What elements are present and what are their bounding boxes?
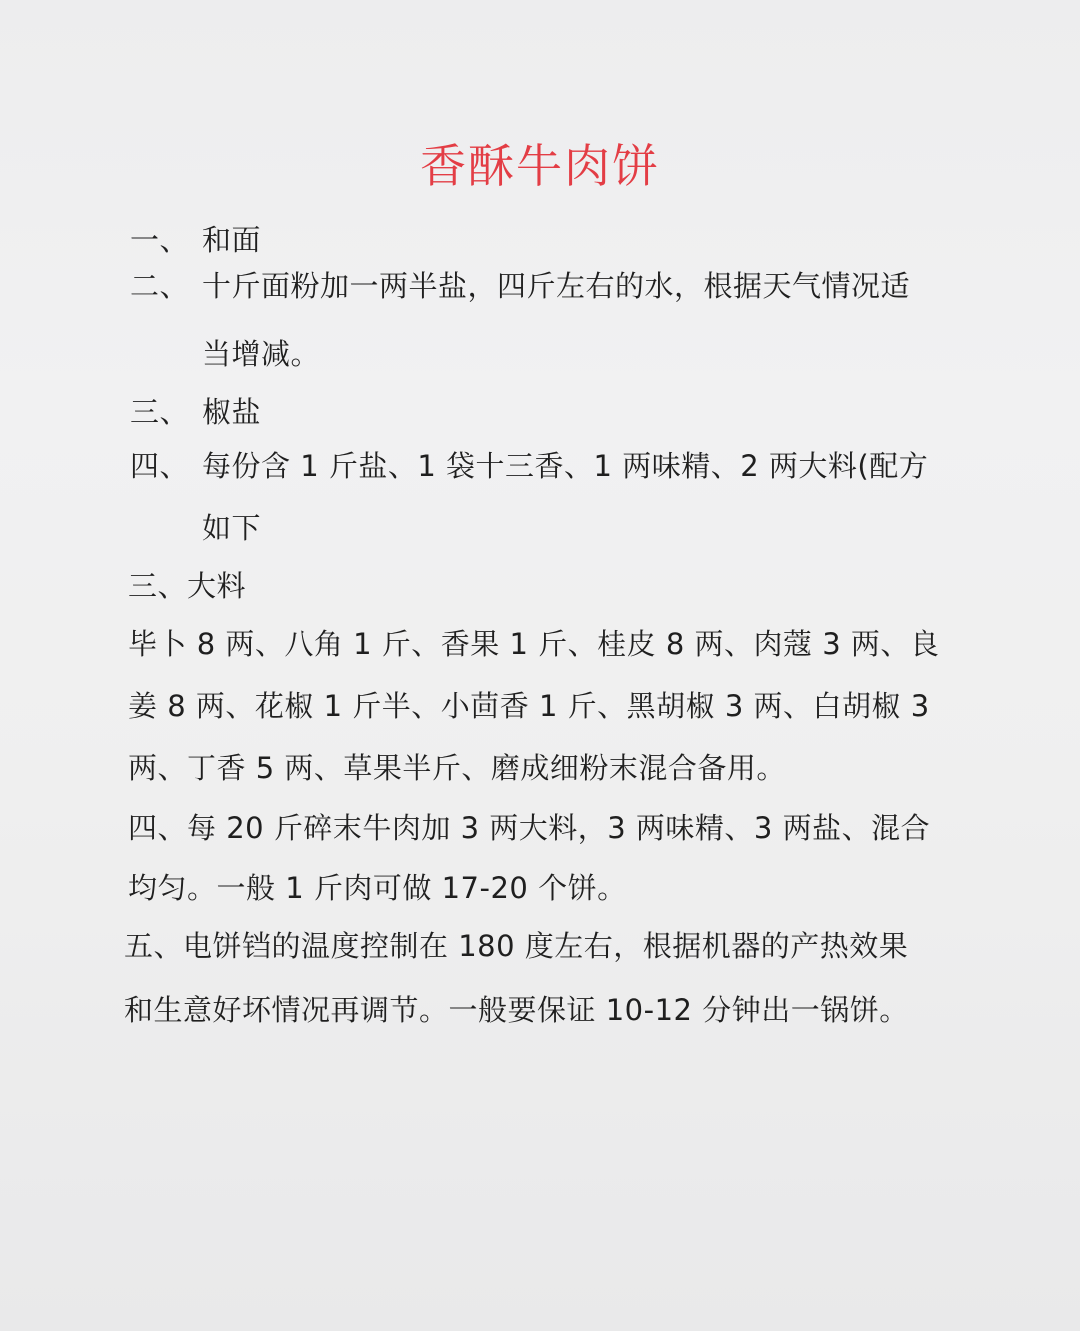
- step-text: 电饼铛的温度控制在 180 度左右，根据机器的产热效果: [183, 929, 909, 963]
- step-line: [130, 392, 261, 432]
- step-line: [128, 566, 246, 606]
- step-continuation: [202, 508, 261, 548]
- step-text: 大料: [187, 569, 247, 603]
- ingredient-line: [128, 624, 939, 664]
- step-line: [130, 220, 261, 260]
- step-line: [130, 266, 910, 306]
- step-number: 三、: [130, 395, 190, 429]
- step-line: [130, 446, 928, 486]
- step-line: [124, 926, 908, 966]
- step-continuation: [128, 868, 627, 908]
- step-text: 十斤面粉加一两半盐，四斤左右的水，根据天气情况适: [202, 269, 911, 303]
- step-text: 如下: [202, 511, 262, 545]
- step-line: [128, 808, 930, 848]
- step-text: 当增减。: [202, 337, 321, 371]
- step-number: 一、: [130, 223, 190, 257]
- step-text: 和面: [202, 223, 262, 257]
- ingredient-text: 姜 8 两、花椒 1 斤半、小茴香 1 斤、黑胡椒 3 两、白胡椒 3: [128, 689, 930, 723]
- step-continuation: [124, 990, 909, 1030]
- ingredient-line: [128, 748, 786, 788]
- page-title: 香酥牛肉饼: [420, 139, 660, 193]
- step-number: 二、: [130, 269, 190, 303]
- step-text: 每 20 斤碎末牛肉加 3 两大料，3 两味精、3 两盐、混合: [187, 811, 931, 845]
- step-continuation: [202, 334, 320, 374]
- step-text: 椒盐: [202, 395, 262, 429]
- step-number: 四、: [128, 811, 188, 845]
- ingredient-text: 毕卜 8 两、八角 1 斤、香果 1 斤、桂皮 8 两、肉蔻 3 两、良: [128, 627, 940, 661]
- step-number: 三、: [128, 569, 188, 603]
- step-text: 每份含 1 斤盐、1 袋十三香、1 两味精、2 两大料(配方: [202, 449, 929, 483]
- ingredient-line: [128, 686, 930, 726]
- ingredient-text: 两、丁香 5 两、草果半斤、磨成细粉末混合备用。: [128, 751, 786, 785]
- step-text: 和生意好坏情况再调节。一般要保证 10-12 分钟出一锅饼。: [124, 993, 909, 1027]
- step-number: 五、: [124, 929, 184, 963]
- step-number: 四、: [130, 449, 190, 483]
- step-text: 均匀。一般 1 斤肉可做 17-20 个饼。: [128, 871, 627, 905]
